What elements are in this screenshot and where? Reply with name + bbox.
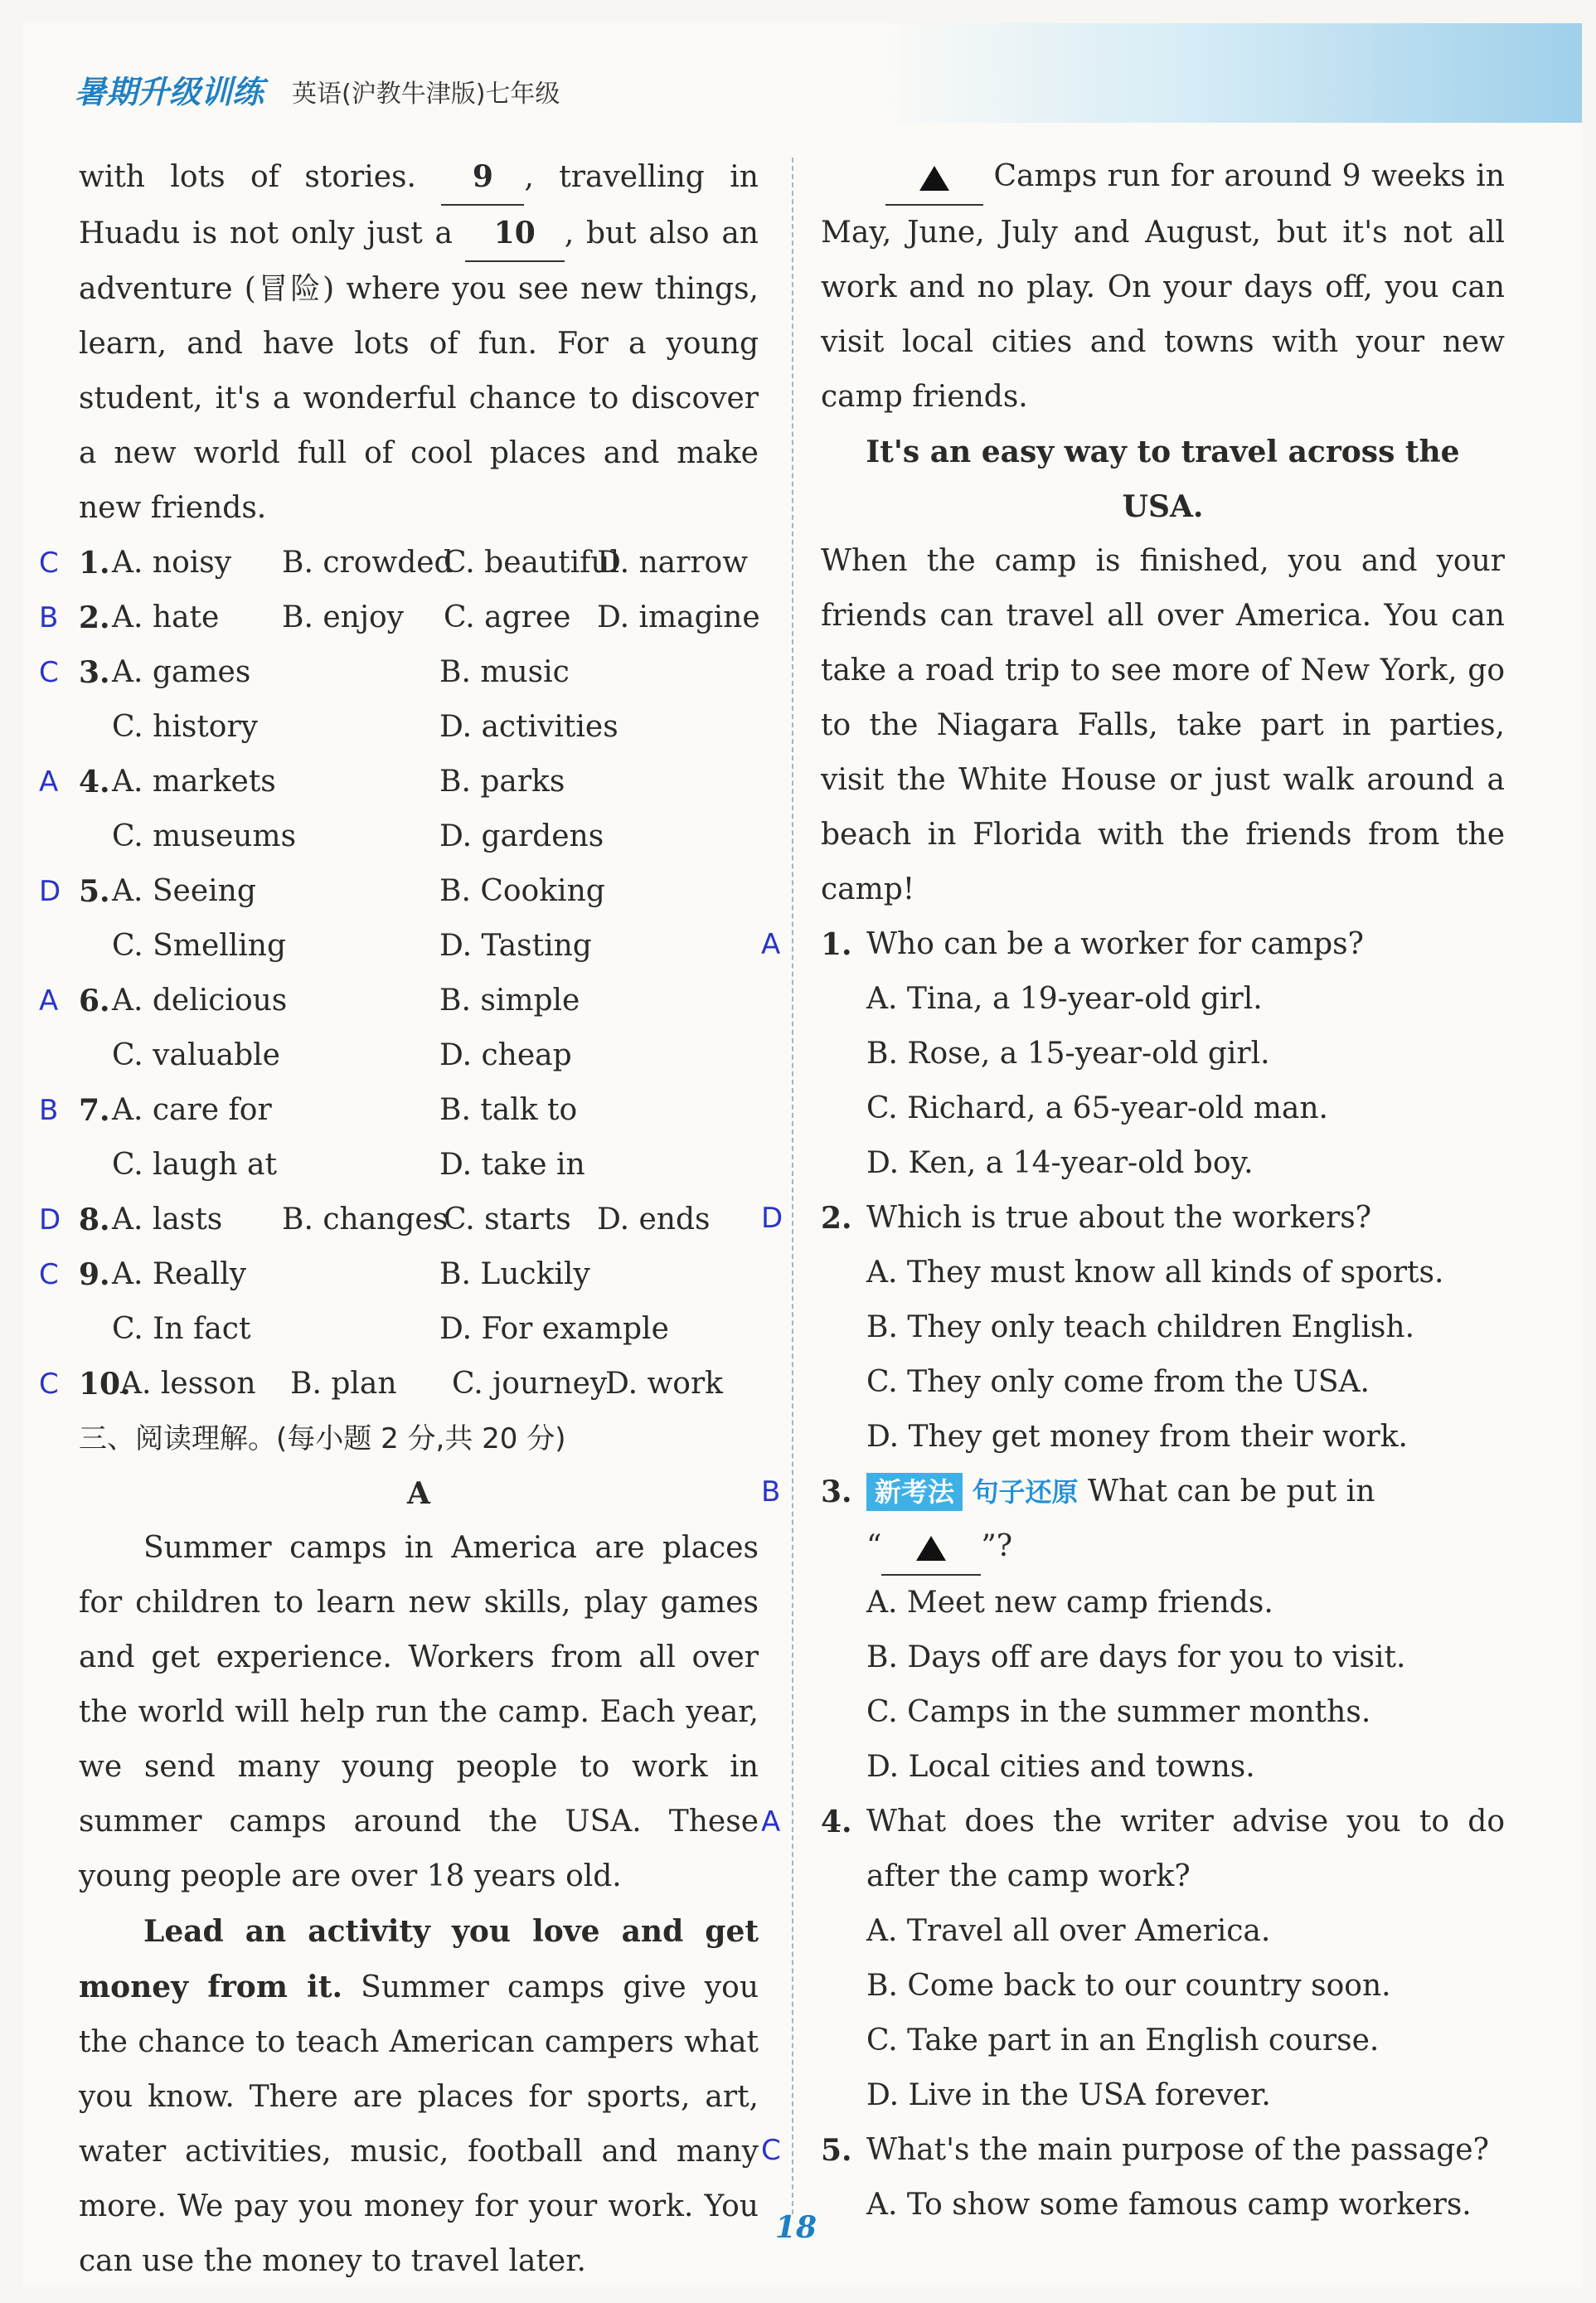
passage-paragraph-1: Summer camps in America are places for children to learn new skills, play games and get experience. Workers from all over the world will help run the camp. Each year, we send many young people to work in summer camps around the USA. These young people are over 18 years old. xyxy=(79,1531,759,1893)
option-c: C. agree xyxy=(444,600,571,634)
passage-text: Summer camps give you the chance to teach American campers what you know. There are places for sports, art, water activities, music, football and many more. We pay you money for your work. You can use the money to travel later. xyxy=(79,1970,759,2278)
option-b: B. plan xyxy=(290,1367,397,1401)
option-row xyxy=(79,809,759,864)
question-number: 3. xyxy=(79,655,110,690)
option-a: A. care for xyxy=(112,1093,272,1127)
new-type-tag: 新考法 xyxy=(866,1473,963,1511)
option-d: D. activities xyxy=(439,710,619,744)
option-a: A. Really xyxy=(112,1257,247,1291)
option-row xyxy=(39,974,759,1028)
answer-mark: A xyxy=(761,928,781,961)
option-c: C. Smelling xyxy=(112,929,287,963)
quote-open: “ xyxy=(866,1529,882,1563)
option-b: B. talk to xyxy=(439,1093,578,1127)
answer-option: C. Take part in an English course. xyxy=(866,2024,1380,2058)
answer-option: D. Ken, a 14-year-old boy. xyxy=(866,1146,1254,1180)
answer-option: A. Meet new camp friends. xyxy=(866,1586,1273,1620)
answer-option: B. Rose, a 15-year-old girl. xyxy=(866,1037,1270,1071)
option-row xyxy=(39,645,759,700)
option-b: B. Luckily xyxy=(439,1257,590,1291)
answer-mark: A xyxy=(761,1805,781,1839)
section-title: 三、阅读理解。(每小题 2 分,共 20 分) xyxy=(79,1422,566,1455)
answer-option: A. They must know all kinds of sports. xyxy=(866,1256,1444,1290)
question-number: 5. xyxy=(79,874,110,909)
question-number: 2. xyxy=(79,600,110,635)
blank-10: 10 xyxy=(465,206,565,262)
question-text xyxy=(821,1191,1505,1246)
passage-text: is not only just a xyxy=(192,216,453,250)
answer-mark: D xyxy=(39,875,61,908)
quote-close: ”? xyxy=(981,1529,1013,1563)
answer-mark: B xyxy=(39,1094,59,1127)
option-row xyxy=(79,1302,759,1357)
answer-option: C. Camps in the summer months. xyxy=(866,1695,1371,1729)
missing-sentence-blank xyxy=(881,1519,981,1576)
answer-option: A. Travel all over America. xyxy=(866,1914,1271,1948)
answer-mark: C xyxy=(39,547,59,580)
option-row xyxy=(39,864,759,919)
option-a: A. delicious xyxy=(112,984,288,1018)
book-subtitle: 英语(沪教牛津版)七年级 xyxy=(292,80,560,109)
answer-mark: D xyxy=(39,1203,61,1237)
option-b: B. simple xyxy=(439,984,580,1018)
option-b: B. enjoy xyxy=(282,600,405,634)
answer-mark: C xyxy=(39,1258,59,1291)
option-c: C. museums xyxy=(112,819,297,853)
option-a: A. noisy xyxy=(112,546,232,580)
option-d: D. work xyxy=(605,1367,723,1401)
answer-mark: A xyxy=(39,765,59,799)
question-text xyxy=(821,1465,1505,1519)
option-row xyxy=(79,1138,759,1193)
question-item xyxy=(761,1465,1505,1795)
option-b: B. parks xyxy=(439,765,565,799)
triangle-icon xyxy=(916,1536,946,1561)
question-number: 3. xyxy=(821,1475,852,1509)
option-a: A. Seeing xyxy=(112,874,256,908)
option-d: D. For example xyxy=(439,1312,669,1346)
option-c: C. journey xyxy=(452,1367,608,1401)
option-d: D. cheap xyxy=(439,1038,572,1072)
option-row xyxy=(39,1357,759,1411)
option-c: C. history xyxy=(112,710,259,744)
passage-paragraph-2 xyxy=(79,1904,759,2289)
missing-sentence-blank xyxy=(885,149,983,206)
question-text xyxy=(821,917,1505,972)
question-stem: What's the main purpose of the passage? xyxy=(866,2133,1489,2167)
question-number: 1. xyxy=(821,927,852,962)
option-b: B. crowded xyxy=(282,546,454,580)
answer-option: A. Tina, a 19-year-old girl. xyxy=(866,982,1263,1016)
option-d: D. ends xyxy=(597,1203,711,1237)
option-d: D. gardens xyxy=(439,819,604,853)
answer-option: D. Live in the USA forever. xyxy=(866,2078,1271,2112)
column-divider xyxy=(792,158,793,2214)
passage-paragraph-3 xyxy=(821,149,1505,425)
question-number: 8. xyxy=(79,1203,110,1237)
paragraph-heading: Lead an activity you love and get money from it. xyxy=(79,1914,759,2004)
blank-9: 9 xyxy=(441,149,524,206)
answer-option: B. They only teach children English. xyxy=(866,1310,1415,1344)
answer-option: C. They only come from the USA. xyxy=(866,1365,1370,1399)
answer-mark: B xyxy=(39,601,59,634)
option-c: C. laugh at xyxy=(112,1148,277,1182)
option-b: B. music xyxy=(439,655,570,689)
answer-option: B. Days off are days for you to visit. xyxy=(866,1640,1406,1674)
option-row xyxy=(79,1028,759,1083)
option-a: A. hate xyxy=(112,600,220,634)
option-d: D. narrow xyxy=(597,546,749,580)
answer-option: D. Local cities and towns. xyxy=(866,1750,1255,1784)
question-number: 2. xyxy=(821,1201,852,1236)
option-row xyxy=(39,1083,759,1138)
cloze-passage-end xyxy=(79,149,759,536)
answer-mark: C xyxy=(39,1368,59,1401)
option-d: D. take in xyxy=(439,1148,585,1182)
answer-mark: C xyxy=(39,656,59,689)
paragraph-heading: It's an easy way to travel across the USA. xyxy=(866,435,1460,524)
question-type-label: 句子还原 xyxy=(972,1476,1079,1508)
passage-label: A xyxy=(407,1476,430,1511)
passage-text: Camps run for around 9 weeks in May, June, July and August, but it's not all work and no play. On your days off, you can visit local cities and towns with your new camp friends. xyxy=(821,159,1505,414)
question-stem-line2 xyxy=(821,1519,1505,1576)
option-row xyxy=(39,1193,759,1247)
option-row xyxy=(39,590,760,645)
option-a: A. games xyxy=(112,655,251,689)
question-item xyxy=(761,1795,1505,2123)
answer-mark: A xyxy=(39,984,59,1018)
answer-option: D. They get money from their work. xyxy=(866,1420,1408,1454)
answer-mark: B xyxy=(761,1475,781,1509)
option-row xyxy=(39,536,759,590)
option-row xyxy=(39,1247,759,1302)
option-row xyxy=(79,700,759,755)
triangle-icon xyxy=(919,166,949,191)
answer-mark: D xyxy=(761,1202,783,1235)
question-text xyxy=(821,2123,1505,2178)
page-number: 18 xyxy=(775,2210,817,2245)
brand-logo: 暑期升级训练 xyxy=(75,74,264,110)
option-row xyxy=(79,919,759,974)
question-item xyxy=(761,917,1505,1191)
passage-text: with lots of stories. xyxy=(79,160,416,194)
question-number: 4. xyxy=(79,765,110,799)
answer-option: C. Richard, a 65-year-old man. xyxy=(866,1091,1328,1125)
question-number: 4. xyxy=(821,1805,852,1839)
question-item xyxy=(761,1191,1505,1465)
option-a: A. lasts xyxy=(112,1203,223,1237)
option-a: A. lesson xyxy=(120,1367,256,1401)
question-stem: What does the writer advise you to do after the camp work? xyxy=(866,1805,1505,1893)
question-text xyxy=(821,1795,1505,1904)
question-number: 10. xyxy=(79,1367,131,1402)
left-column xyxy=(39,149,760,2289)
passage-text: , but also an adventure (冒险) where you see new things, learn, and have lots of fun. For a young student, it's a wonderful chance to discover a new world full of cool places and make new friends. xyxy=(79,216,759,525)
question-number: 9. xyxy=(79,1257,110,1292)
question-stem: What can be put in xyxy=(1087,1475,1375,1509)
question-number: 5. xyxy=(821,2133,852,2168)
question-number: 6. xyxy=(79,984,110,1018)
cloze-options xyxy=(39,536,760,1411)
option-b: B. changes xyxy=(282,1203,449,1237)
option-a: A. markets xyxy=(112,765,276,799)
option-c: C. In fact xyxy=(112,1312,251,1346)
answer-option: A. To show some famous camp workers. xyxy=(866,2188,1472,2222)
option-c: C. beautiful xyxy=(444,546,620,580)
question-number: 7. xyxy=(79,1093,110,1128)
option-d: D. imagine xyxy=(597,600,760,634)
option-d: D. Tasting xyxy=(439,929,592,963)
answer-option: B. Come back to our country soon. xyxy=(866,1969,1391,2003)
option-row xyxy=(39,755,759,809)
question-number: 1. xyxy=(79,546,110,581)
passage-text: , travelling in Huadu xyxy=(79,160,759,250)
question-stem: Which is true about the workers? xyxy=(866,1201,1372,1235)
option-c: C. starts xyxy=(444,1203,571,1237)
passage-paragraph-4: When the camp is finished, you and your friends can travel all over America. You can take a road trip to see more of New York, go to the Niagara Falls, take part in parties, visit the White House or just walk around a beach in Florida with the friends from the camp! xyxy=(821,544,1505,906)
option-c: C. valuable xyxy=(112,1038,280,1072)
answer-mark: C xyxy=(761,2134,781,2167)
question-stem: Who can be a worker for camps? xyxy=(866,927,1364,961)
option-b: B. Cooking xyxy=(439,874,605,908)
